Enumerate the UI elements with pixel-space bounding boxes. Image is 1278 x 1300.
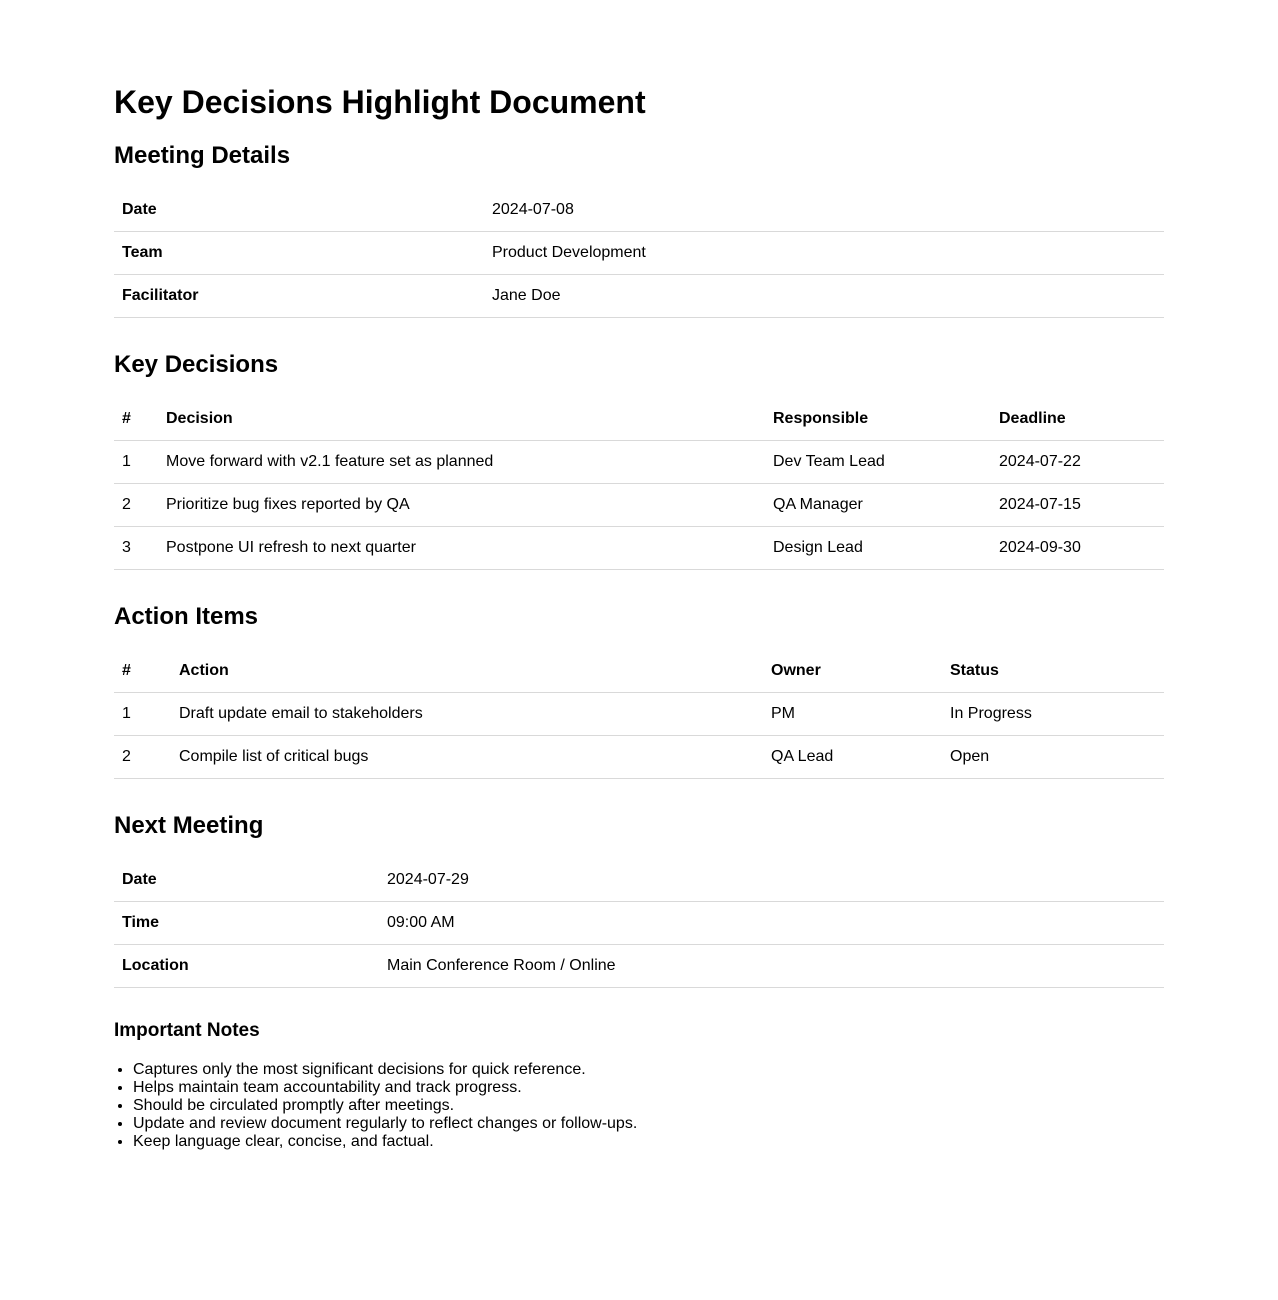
table-row <box>114 527 1164 570</box>
table-header-row <box>114 398 1164 441</box>
detail-label: Date <box>114 859 379 902</box>
next-meeting-table <box>114 859 1164 988</box>
table-cell: Dev Team Lead <box>765 441 991 484</box>
table-cell: 2 <box>114 736 171 779</box>
list-item: • Keep language clear, concise, and factual. <box>133 1133 637 1151</box>
table-cell: Postpone UI refresh to next quarter <box>158 527 765 570</box>
notes-list <box>114 1061 637 1151</box>
action-items-heading: Action Items <box>114 603 259 630</box>
table-cell: 2024-07-15 <box>991 484 1164 527</box>
detail-value: 2024-07-29 <box>379 859 1164 902</box>
table-cell: Draft update email to stakeholders <box>171 693 763 736</box>
detail-label: Facilitator <box>114 275 484 318</box>
table-row <box>114 189 1164 232</box>
table-cell: QA Manager <box>765 484 991 527</box>
table-cell: In Progress <box>942 693 1164 736</box>
table-cell: Compile list of critical bugs <box>171 736 763 779</box>
next-meeting-heading: Next Meeting <box>114 812 264 839</box>
table-row <box>114 441 1164 484</box>
action-items-table <box>114 650 1164 779</box>
table-row <box>114 902 1164 945</box>
table-cell: 1 <box>114 441 158 484</box>
detail-value: Jane Doe <box>484 275 1164 318</box>
table-cell: Design Lead <box>765 527 991 570</box>
table-cell: 2024-09-30 <box>991 527 1164 570</box>
table-row <box>114 693 1164 736</box>
detail-label: Date <box>114 189 484 232</box>
column-header: # <box>114 650 171 693</box>
list-item: • Update and review document regularly to reflect changes or follow-ups. <box>133 1115 637 1133</box>
table-cell: 2 <box>114 484 158 527</box>
table-cell: QA Lead <box>763 736 942 779</box>
detail-label: Location <box>114 945 379 988</box>
detail-value: Product Development <box>484 232 1164 275</box>
column-header: Status <box>942 650 1164 693</box>
table-cell: 1 <box>114 693 171 736</box>
table-row <box>114 275 1164 318</box>
table-cell: PM <box>763 693 942 736</box>
column-header: # <box>114 398 158 441</box>
key-decisions-heading: Key Decisions <box>114 351 279 378</box>
list-item: • Helps maintain team accountability and track progress. <box>133 1079 637 1097</box>
document-title: Key Decisions Highlight Document <box>114 84 646 120</box>
table-row <box>114 484 1164 527</box>
column-header: Responsible <box>765 398 991 441</box>
table-row <box>114 232 1164 275</box>
table-header-row <box>114 650 1164 693</box>
list-item: • Should be circulated promptly after meetings. <box>133 1097 637 1115</box>
key-decisions-table <box>114 398 1164 570</box>
list-item: • Captures only the most significant decisions for quick reference. <box>133 1061 637 1079</box>
detail-value: 09:00 AM <box>379 902 1164 945</box>
table-row <box>114 859 1164 902</box>
table-cell: Prioritize bug fixes reported by QA <box>158 484 765 527</box>
table-cell: 2024-07-22 <box>991 441 1164 484</box>
column-header: Deadline <box>991 398 1164 441</box>
table-cell: Open <box>942 736 1164 779</box>
table-cell: Move forward with v2.1 feature set as planned <box>158 441 765 484</box>
detail-label: Team <box>114 232 484 275</box>
table-row <box>114 736 1164 779</box>
table-row <box>114 945 1164 988</box>
table-cell: 3 <box>114 527 158 570</box>
important-notes-heading: Important Notes <box>114 1020 260 1041</box>
meeting-details-heading: Meeting Details <box>114 142 291 169</box>
detail-value: 2024-07-08 <box>484 189 1164 232</box>
detail-label: Time <box>114 902 379 945</box>
detail-value: Main Conference Room / Online <box>379 945 1164 988</box>
column-header: Owner <box>763 650 942 693</box>
column-header: Action <box>171 650 763 693</box>
column-header: Decision <box>158 398 765 441</box>
meeting-details-table <box>114 189 1164 318</box>
